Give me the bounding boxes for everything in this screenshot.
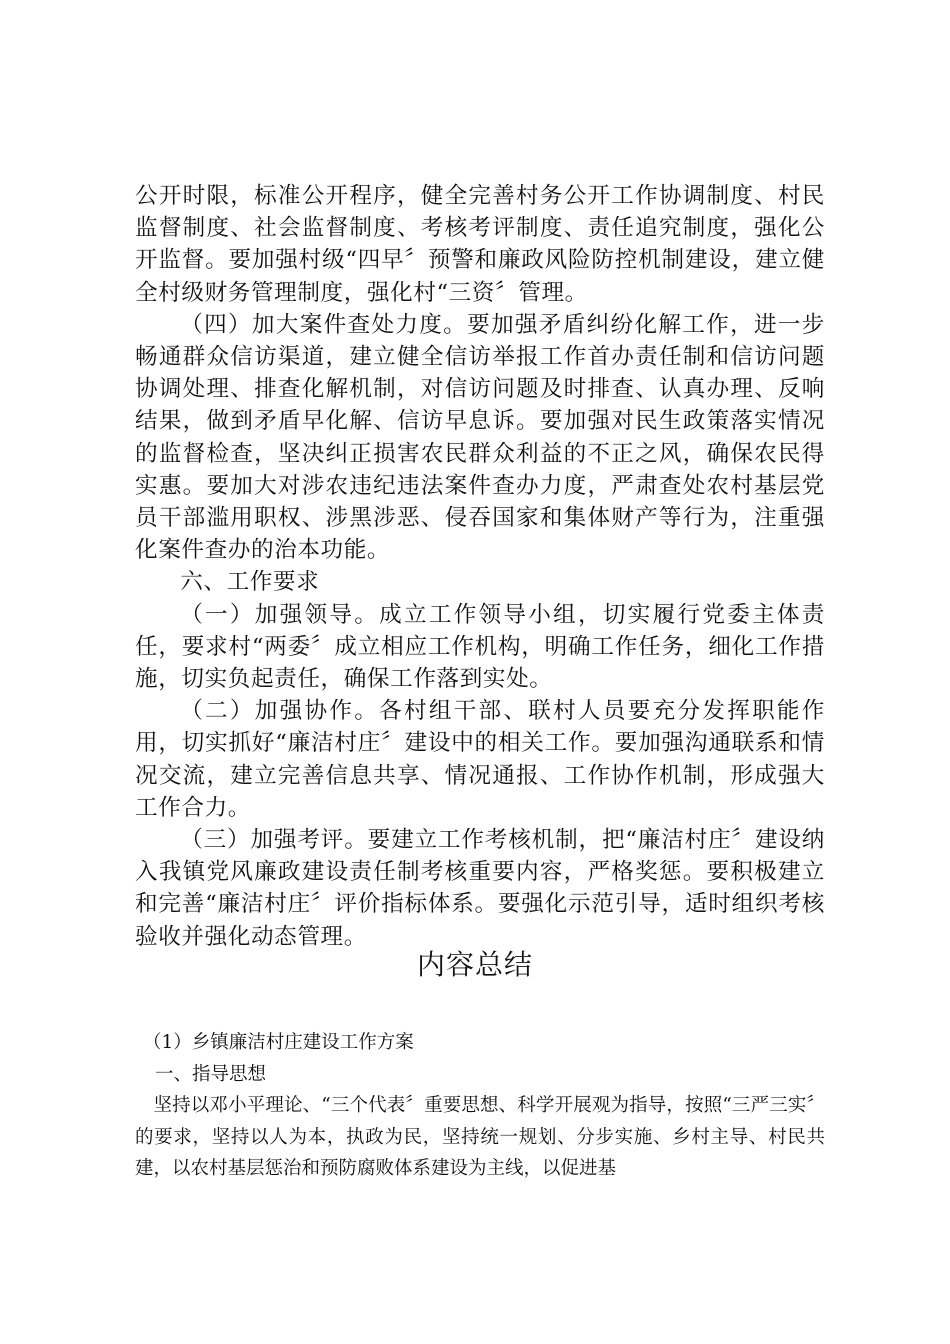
paragraph-requirement-three: （三）加强考评。要建立工作考核机制，把“廉洁村庄〞建设纳入我镇党风廉政建设责任制考核重要内容，严格奖惩。要积极建立和完善“廉洁村庄〞评价指标体系。要强化示范引导，适时组织考核验收并强化动态管理。: [135, 827, 825, 950]
paragraph-section-four: （四）加大案件查处力度。要加强矛盾纠纷化解工作，进一步畅通群众信访渠道，建立健全信访举报工作首办责任制和信访问题协调处理、排查化解机制，对信访问题及时排查、认真办理、反响结果，做到矛盾早化解、信访早息诉。要加强对民生政策落实情况的监督检查，坚决纠正损害农民群众利益的不正之风，确保农民得实惠。要加大对涉农违纪违法案件查办力度，严肃查处农村基层党员干部滥用职权、涉黑涉恶、侵吞国家和集体财产等行为，注重强化案件查办的治本功能。: [135, 311, 825, 564]
heading-work-requirements: 六、工作要求: [180, 569, 320, 596]
summary-section-heading: 一、指导思想: [155, 1063, 267, 1085]
document-body: [135, 180, 825, 953]
paragraph-continuation: 公开时限，标准公开程序，健全完善村务公开工作协调制度、村民监督制度、社会监督制度、考核考评制度、责任追究制度，强化公开监督。要加强村级“四早〞预警和廉政风险防控机制建设，建立健全村级财务管理制度，强化村“三资〞管理。: [135, 183, 825, 306]
paragraph-requirement-two: （二）加强协作。各村组干部、联村人员要充分发挥职能作用，切实抓好“廉洁村庄〞建设中的相关工作。要加强沟通联系和情况交流，建立完善信息共享、情况通报、工作协作机制，形成强大工作合力。: [135, 698, 825, 821]
summary-text: 坚持以邓小平理论、“三个代表〞重要思想、科学开展观为指导，按照“三严三实〞的要求，坚持以人为本，执政为民，坚持统一规划、分步实施、乡村主导、村民共建，以农村基层惩治和预防腐败体系建设为主线，以促进基: [135, 1095, 825, 1179]
paragraph-requirement-one: （一）加强领导。成立工作领导小组，切实履行党委主体责任，要求村“两委〞成立相应工作机构，明确工作任务，细化工作措施，切实负起责任，确保工作落到实处。: [135, 601, 825, 693]
summary-title: 内容总结: [416, 948, 533, 981]
summary-item-title: （1）乡镇廉洁村庄建设工作方案: [143, 1032, 414, 1053]
summary-section: [135, 1027, 825, 1185]
